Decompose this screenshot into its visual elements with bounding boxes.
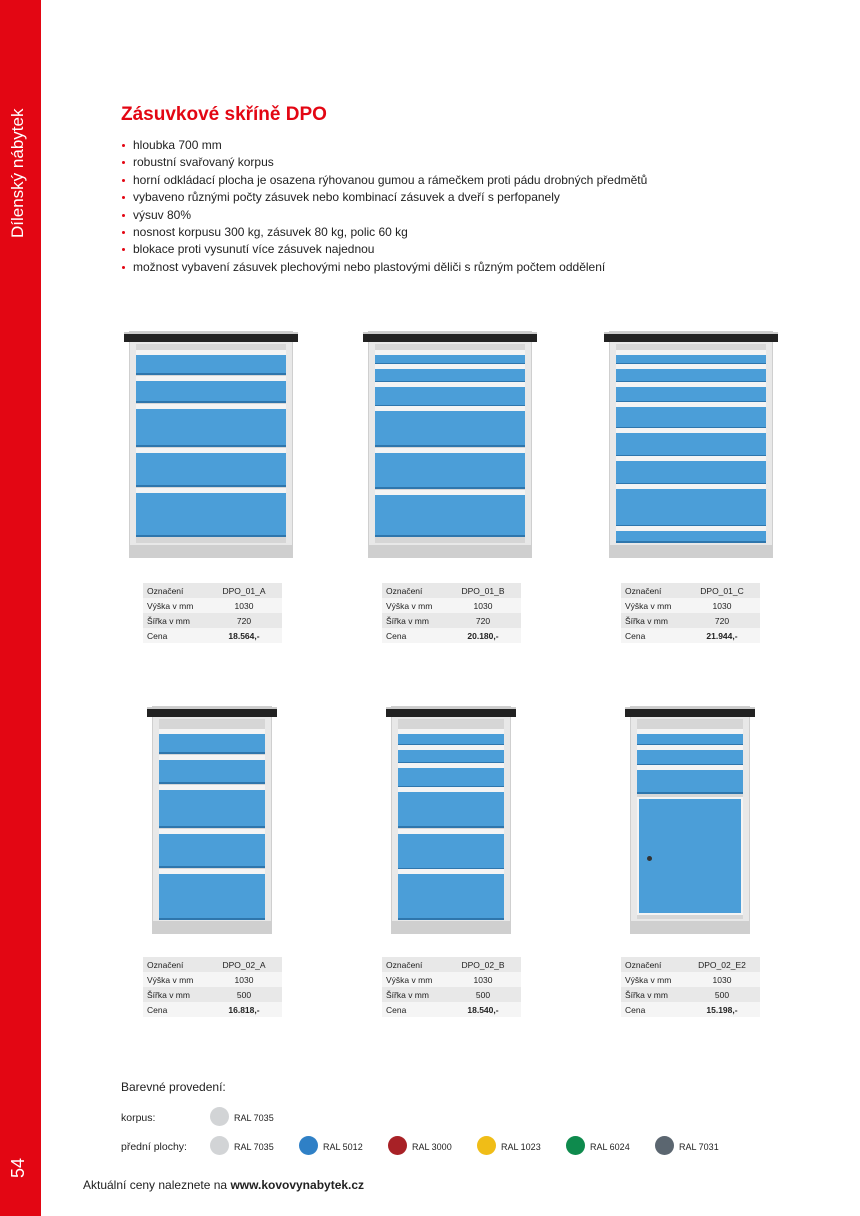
spec-table-dpo-01-a bbox=[143, 583, 282, 643]
product-width: 500 bbox=[684, 987, 760, 1002]
spec-label: Výška v mm bbox=[382, 972, 445, 987]
spec-label: Šířka v mm bbox=[382, 613, 445, 628]
product-code: DPO_02_A bbox=[206, 957, 282, 972]
spec-label: Cena bbox=[621, 628, 684, 643]
spec-table-dpo-02-e2 bbox=[621, 957, 760, 1017]
cabinet-image-dpo-01-b bbox=[368, 331, 532, 558]
spec-label: Označení bbox=[621, 957, 684, 972]
spec-label: Výška v mm bbox=[621, 972, 684, 987]
product-price: 20.180,- bbox=[445, 628, 521, 643]
spec-label: Šířka v mm bbox=[143, 613, 206, 628]
footer-text: Aktuální ceny naleznete na bbox=[83, 1178, 231, 1192]
color-name: RAL 7035 bbox=[234, 1113, 274, 1123]
product-height: 1030 bbox=[684, 598, 760, 613]
color-swatch-front-ral-3000 bbox=[388, 1136, 407, 1155]
spec-label: Cena bbox=[382, 1002, 445, 1017]
product-height: 1030 bbox=[445, 598, 521, 613]
product-width: 720 bbox=[684, 613, 760, 628]
product-code: DPO_01_A bbox=[206, 583, 282, 598]
page-number: 54 bbox=[8, 1157, 28, 1178]
body-color-label: korpus: bbox=[121, 1112, 156, 1124]
spec-label: Výška v mm bbox=[143, 972, 206, 987]
product-price: 15.198,- bbox=[684, 1002, 760, 1017]
color-name: RAL 7031 bbox=[679, 1142, 719, 1152]
spec-label: Cena bbox=[143, 628, 206, 643]
product-code: DPO_02_B bbox=[445, 957, 521, 972]
spec-label: Výška v mm bbox=[621, 598, 684, 613]
spec-label: Označení bbox=[621, 583, 684, 598]
feature-item: horní odkládací plocha je osazena rýhovanou gumou a rámečkem proti pádu drobných předmětů bbox=[121, 172, 647, 189]
spec-label: Cena bbox=[143, 1002, 206, 1017]
cabinet-image-dpo-01-c bbox=[609, 331, 773, 558]
cabinet-image-dpo-02-e2 bbox=[630, 706, 750, 934]
door-lock-icon bbox=[647, 856, 652, 861]
page-title: Zásuvkové skříně DPO bbox=[121, 104, 327, 125]
product-code: DPO_01_C bbox=[684, 583, 760, 598]
product-price: 18.564,- bbox=[206, 628, 282, 643]
spec-table-dpo-02-a bbox=[143, 957, 282, 1017]
color-swatch-front-ral-7031 bbox=[655, 1136, 674, 1155]
color-swatch-front-ral-1023 bbox=[477, 1136, 496, 1155]
feature-item: robustní svařovaný korpus bbox=[121, 154, 647, 171]
spec-label: Výška v mm bbox=[143, 598, 206, 613]
product-height: 1030 bbox=[206, 598, 282, 613]
cabinet-image-dpo-02-b bbox=[391, 706, 511, 934]
product-height: 1030 bbox=[206, 972, 282, 987]
spec-label: Šířka v mm bbox=[621, 987, 684, 1002]
color-name: RAL 7035 bbox=[234, 1142, 274, 1152]
product-price: 16.818,- bbox=[206, 1002, 282, 1017]
product-height: 1030 bbox=[445, 972, 521, 987]
color-options-title: Barevné provedení: bbox=[121, 1080, 226, 1094]
category-label: Dílenský nábytek bbox=[8, 108, 27, 238]
product-width: 500 bbox=[445, 987, 521, 1002]
spec-label: Označení bbox=[143, 583, 206, 598]
product-code: DPO_01_B bbox=[445, 583, 521, 598]
spec-label: Šířka v mm bbox=[143, 987, 206, 1002]
front-color-label: přední plochy: bbox=[121, 1141, 187, 1153]
cabinet-image-dpo-01-a bbox=[129, 331, 293, 558]
sidebar bbox=[0, 0, 41, 1216]
spec-label: Označení bbox=[143, 957, 206, 972]
product-price: 21.944,- bbox=[684, 628, 760, 643]
color-swatch-front-ral-5012 bbox=[299, 1136, 318, 1155]
color-name: RAL 1023 bbox=[501, 1142, 541, 1152]
feature-item: blokace proti vysunutí více zásuvek najednou bbox=[121, 241, 647, 258]
spec-label: Šířka v mm bbox=[621, 613, 684, 628]
spec-label: Výška v mm bbox=[382, 598, 445, 613]
spec-table-dpo-01-c bbox=[621, 583, 760, 643]
spec-table-dpo-02-b bbox=[382, 957, 521, 1017]
spec-label: Cena bbox=[382, 628, 445, 643]
spec-label: Šířka v mm bbox=[382, 987, 445, 1002]
product-width: 720 bbox=[445, 613, 521, 628]
product-height: 1030 bbox=[684, 972, 760, 987]
feature-item: nosnost korpusu 300 kg, zásuvek 80 kg, polic 60 kg bbox=[121, 224, 647, 241]
footer-website-link[interactable]: www.kovovynabytek.cz bbox=[230, 1178, 365, 1192]
feature-list bbox=[121, 137, 647, 276]
color-name: RAL 3000 bbox=[412, 1142, 452, 1152]
spec-label: Označení bbox=[382, 957, 445, 972]
product-code: DPO_02_E2 bbox=[684, 957, 760, 972]
product-price: 18.540,- bbox=[445, 1002, 521, 1017]
product-width: 500 bbox=[206, 987, 282, 1002]
product-width: 720 bbox=[206, 613, 282, 628]
feature-item: vybaveno různými počty zásuvek nebo kombinací zásuvek a dveří s perfopanely bbox=[121, 189, 647, 206]
color-name: RAL 6024 bbox=[590, 1142, 630, 1152]
color-swatch-front-ral-7035 bbox=[210, 1136, 229, 1155]
feature-item: hloubka 700 mm bbox=[121, 137, 647, 154]
spec-table-dpo-01-b bbox=[382, 583, 521, 643]
feature-item: výsuv 80% bbox=[121, 207, 647, 224]
spec-label: Označení bbox=[382, 583, 445, 598]
footer bbox=[83, 1178, 364, 1192]
spec-label: Cena bbox=[621, 1002, 684, 1017]
color-swatch-front-ral-6024 bbox=[566, 1136, 585, 1155]
feature-item: možnost vybavení zásuvek plechovými nebo plastovými děliči s různým počtem oddělení bbox=[121, 259, 647, 276]
color-name: RAL 5012 bbox=[323, 1142, 363, 1152]
color-swatch-body-ral-7035 bbox=[210, 1107, 229, 1126]
cabinet-image-dpo-02-a bbox=[152, 706, 272, 934]
